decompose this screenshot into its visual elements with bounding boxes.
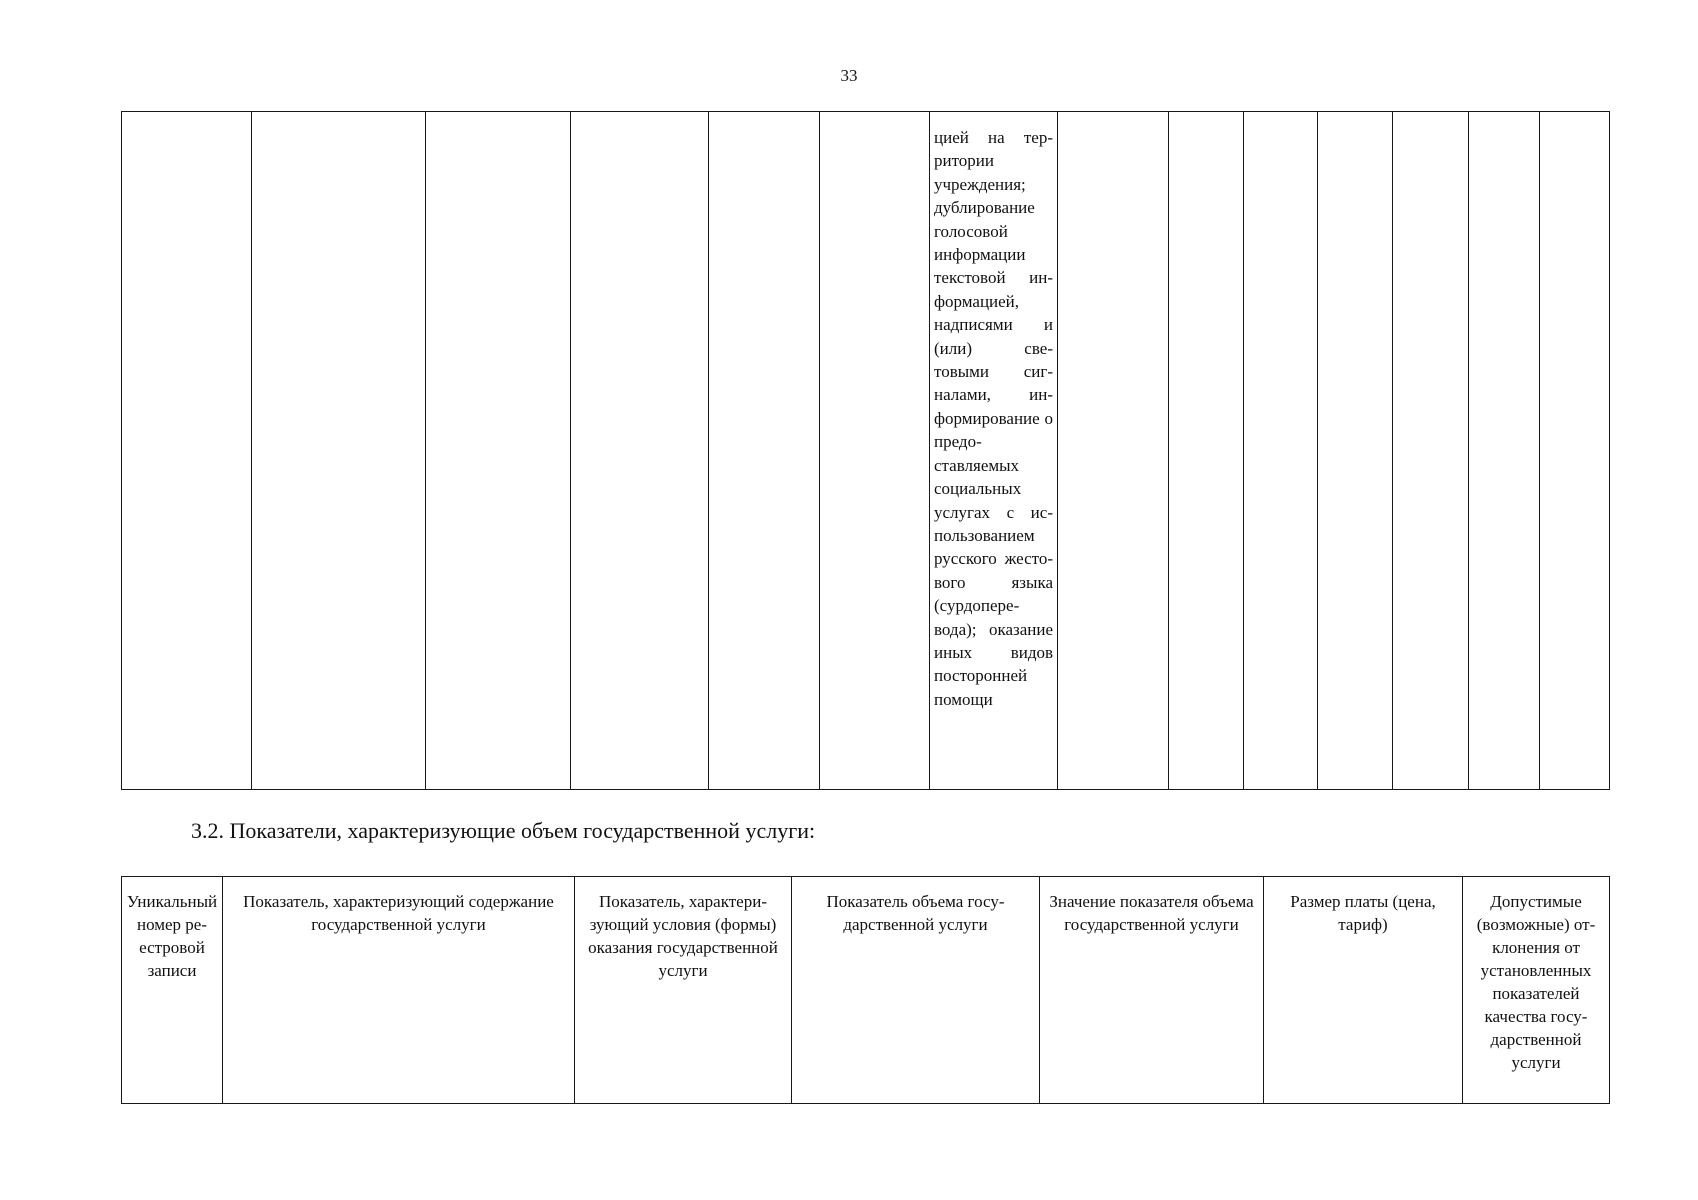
table-cell [709, 112, 820, 790]
volume-indicators-table [121, 876, 1610, 1104]
header-volume-indicator: Показатель объема государственной услуги [792, 877, 1040, 1104]
table-cell [571, 112, 709, 790]
table-cell [252, 112, 426, 790]
table-cell [1169, 112, 1244, 790]
header-content-indicator: Показатель, характеризующий содержание государственной услуги [223, 877, 575, 1104]
header-fee-amount: Размер платы (цена, тариф) [1264, 877, 1463, 1104]
table-cell [1318, 112, 1393, 790]
table-cell [1244, 112, 1318, 790]
table-cell [426, 112, 571, 790]
header-conditions-indicator: Показатель, характеризующий условия (формы) оказания государственной услуги [575, 877, 792, 1104]
table-row [122, 112, 1610, 790]
table-cell [1058, 112, 1169, 790]
table-header-row [122, 877, 1610, 1104]
section-heading: 3.2. Показатели, характеризующие объем государственной услуги: [191, 818, 816, 843]
page-number: 33 [840, 66, 858, 85]
table-cell [820, 112, 930, 790]
table-cell [930, 112, 1058, 790]
continuation-table [121, 111, 1610, 790]
header-allowed-deviations: Допустимые (возможные) отклонения от установленных показателей качества государственной услуги [1463, 877, 1610, 1104]
table-cell [1469, 112, 1540, 790]
header-volume-value: Значение показателя объема государственной услуги [1040, 877, 1264, 1104]
table-cell [1393, 112, 1469, 790]
header-registry-number: Уникальный номер реестровой записи [122, 877, 223, 1104]
table-cell [1540, 112, 1610, 790]
cell-text: цией на территории учреждения; дублирование голосовой информации текстовой информацией, надписями и (или) световыми сигналами, информирование о предоставляемых социальных услугах с использованием русского жестового языка (сурдоперевода); оказание иных видов посторонней помощи [934, 128, 1053, 709]
table-cell [122, 112, 252, 790]
